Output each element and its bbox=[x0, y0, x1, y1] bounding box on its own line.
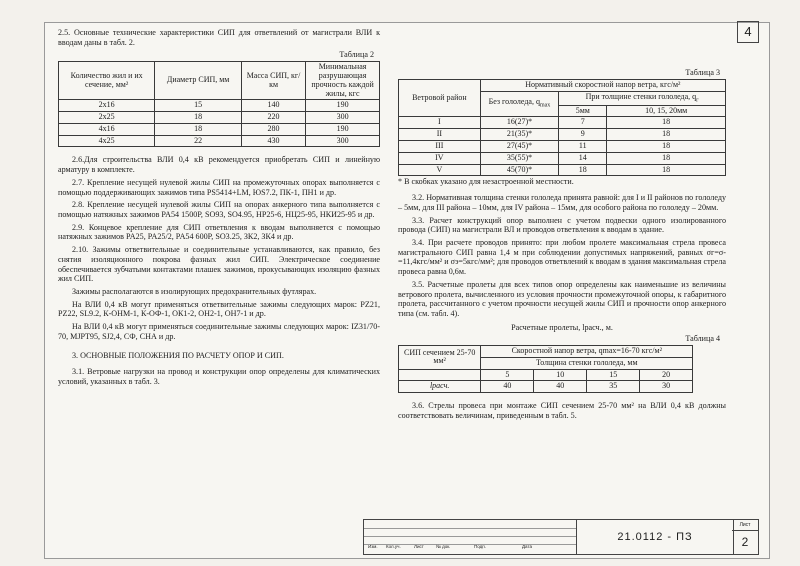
table-cell: 220 bbox=[241, 112, 305, 124]
table-cell: 430 bbox=[241, 135, 305, 147]
table-3-header-no-ice-sub: max bbox=[539, 102, 551, 109]
paragraph-3-3: 3.3. Расчет конструкций опор выполнен с учетом подвески одного изолированного провода (СИП) на магистрали ВЛ и проводов ответвления к вводам в здание. bbox=[398, 215, 726, 235]
table-cell: 40 bbox=[481, 381, 534, 393]
table-cell: 45(70)* bbox=[480, 164, 558, 176]
table-row bbox=[59, 112, 380, 124]
table-3-header-wind: Нормативный скоростной напор ветра, кгс/м² bbox=[480, 79, 725, 91]
document-code: 21.0112 - ПЗ bbox=[576, 520, 734, 554]
paragraph-2-8: 2.8. Крепление несущей нулевой жилы СИП на опорах анкерного типа выполняется с помощью натяжных зажимов PA54 1500P, SO93, SO4.95, HP25-6, НЦ25-95, НКИ25-95 и др. bbox=[58, 200, 380, 219]
table-cell: 4x16 bbox=[59, 123, 155, 135]
table-3-caption: Таблица 3 bbox=[685, 68, 720, 77]
paragraph-3-1: 3.1. Ветровые нагрузки на провод и конструкции опор определены для климатических условий, указанных в табл. 3. bbox=[58, 367, 380, 386]
table-row bbox=[399, 129, 726, 141]
table-cell: 18 bbox=[607, 129, 726, 141]
table-cell: 18 bbox=[607, 152, 726, 164]
table-2 bbox=[58, 61, 380, 147]
paragraph-2-10: 2.10. Зажимы ответвительные и соединительные устанавливаются, как правило, без снятия изоляционного покрова фазных жил СИП. Электрическое соединение обеспечивается зубчатыми контактами плашек зажимов, прокусывающих изоляцию фазных жил СИП. bbox=[58, 245, 380, 284]
table-3-header-ice-sub: г bbox=[696, 97, 699, 104]
page-number-top: 4 bbox=[737, 21, 759, 43]
table-4-header-ice: Толщина стенки гололеда, мм bbox=[481, 357, 693, 369]
table-cell: 20 bbox=[640, 369, 693, 381]
table-2-header-cell: Минимальная разрушающая прочность каждой жилы, кгс bbox=[306, 62, 380, 100]
table-cell: 14 bbox=[559, 152, 607, 164]
table-3-note: * В скобках указано для незастроенной местности. bbox=[398, 177, 574, 187]
paragraph-3-4: 3.4. При расчете проводов принято: при любом пролете максимальная стрела провеса магистрального СИП равна 1,4 м при соблюдении допустимых напряжений, равных σг=σ-=11,4кгс/мм² и σэ=5кгс/мм²; для проводов ответвлений к вводам в здания максимальная стрела провеса равна 0,6м. bbox=[398, 237, 726, 277]
paragraph-2-10-joint-clamps: На ВЛИ 0,4 кВ могут применяться соединительные зажимы следующих марок: IZ31/70-70, MJPT95, SJ2,4, СФ, СНА и др. bbox=[58, 322, 380, 341]
table-4-caption: Таблица 4 bbox=[685, 334, 720, 344]
stamp-sheet-number: 2 bbox=[741, 535, 749, 549]
table-cell: 300 bbox=[306, 135, 380, 147]
table-row bbox=[399, 164, 726, 176]
table-cell: 18 bbox=[559, 164, 607, 176]
table-cell: 35(55)* bbox=[480, 152, 558, 164]
stamp-sheet-box bbox=[732, 520, 758, 554]
stamp-sheet-label: Лист bbox=[732, 520, 758, 531]
table-4-header-sip: СИП сечением 25-70 мм² bbox=[399, 346, 481, 370]
stamp-header-podp: Подп. bbox=[474, 544, 486, 549]
paragraph-2-9: 2.9. Концевое крепление для СИП ответвления к вводам выполняется с помощью натяжных зажимов PA25, PA25/2, PA54 600P, SO3.25, ЗК2, ЗК4 и др. bbox=[58, 222, 380, 242]
table-cell: 4x25 bbox=[59, 135, 155, 147]
table-3-header-no-ice bbox=[480, 91, 558, 117]
table-cell: 190 bbox=[306, 100, 380, 112]
table-cell: 40 bbox=[534, 381, 587, 393]
paragraph-2-5: 2.5. Основные технические характеристики СИП для ответвлений от магистрали ВЛИ к вводам даны в табл. 2. bbox=[58, 28, 380, 47]
table-cell: 190 bbox=[306, 123, 380, 135]
paragraph-2-7: 2.7. Крепление несущей нулевой жилы СИП на промежуточных опорах выполняется с помощью поддерживающих зажимов типа PS5414+LM, ЮS7.2, ПК-1, ПН1 и др. bbox=[58, 177, 380, 197]
table-cell: IV bbox=[399, 152, 481, 164]
table-4 bbox=[398, 345, 693, 393]
section-3-heading: 3. ОСНОВНЫЕ ПОЛОЖЕНИЯ ПО РАСЧЕТУ ОПОР И СИП. bbox=[72, 351, 284, 361]
left-column bbox=[58, 28, 380, 390]
paragraph-3-5: 3.5. Расчетные пролеты для всех типов опор определены как наименьшие из величины ветрового пролета, вычисленного из условия прочности промежуточной опоры, к габаритного пролета, рассчитанного с учетом прочности несущей жилы СИП и прочности опор анкерного типа (см. табл. 4). bbox=[398, 279, 726, 318]
table-cell: 2x16 bbox=[59, 100, 155, 112]
table-4-title: Расчетные пролеты, lрасч., м. bbox=[511, 322, 613, 332]
table-cell: 22 bbox=[155, 135, 242, 147]
table-cell: 140 bbox=[241, 100, 305, 112]
paragraph-2-10-branch-clamps: На ВЛИ 0,4 кВ могут применяться ответвительные зажимы следующих марок: PZ21, PZ22, SL9.2, К-ОНМ-1, К-ОФ-1, ОК1-2, ОН2-1, ОН7-1 и др. bbox=[58, 299, 380, 319]
table-cell: 21(35)* bbox=[480, 129, 558, 141]
table-cell: 5 bbox=[481, 369, 534, 381]
table-cell: III bbox=[399, 141, 481, 153]
table-row bbox=[399, 117, 726, 129]
table-3-header-ice-text: При толщине стенки гололеда, q bbox=[585, 91, 697, 101]
table-cell: 18 bbox=[155, 112, 242, 124]
stamp-header-list: Лист bbox=[414, 544, 424, 549]
paragraph-3-6: 3.6. Стрелы провеса при монтаже СИП сечением 25-70 мм² на ВЛИ 0,4 кВ должны соответствовать величинам, приведенным в табл. 5. bbox=[398, 401, 726, 420]
table-cell: 27(45)* bbox=[480, 141, 558, 153]
table-cell bbox=[399, 369, 481, 381]
table-cell: 18 bbox=[607, 164, 726, 176]
table-cell: 15 bbox=[155, 100, 242, 112]
table-3-header-10-20mm: 10, 15, 20мм bbox=[607, 105, 726, 117]
table-row bbox=[59, 100, 380, 112]
table-row bbox=[59, 123, 380, 135]
table-cell: V bbox=[399, 164, 481, 176]
table-cell: lрасч. bbox=[399, 381, 481, 393]
table-3-header-ice bbox=[559, 91, 726, 105]
table-3-header-no-ice-text: Без гололеда, q bbox=[488, 97, 540, 107]
table-cell: 300 bbox=[306, 112, 380, 124]
table-3-header-5mm: 5мм bbox=[559, 105, 607, 117]
table-4-values-row bbox=[399, 381, 693, 393]
paragraph-2-10-footnote: Зажимы располагаются в изолирующих предохранительных футлярах. bbox=[72, 286, 317, 296]
table-cell: 18 bbox=[607, 141, 726, 153]
table-2-header-cell: Количество жил и их сечение, мм² bbox=[59, 62, 155, 100]
table-row bbox=[399, 152, 726, 164]
table-4-thickness-row bbox=[399, 369, 693, 381]
table-cell: II bbox=[399, 129, 481, 141]
stamp-grid bbox=[364, 520, 576, 554]
table-3-header-row-1 bbox=[399, 79, 726, 91]
table-cell: 16(27)* bbox=[480, 117, 558, 129]
table-4-header-wind: Скоростной напор ветра, qmax=16-70 кгс/м² bbox=[481, 346, 693, 358]
table-cell: 9 bbox=[559, 129, 607, 141]
table-cell: 11 bbox=[559, 141, 607, 153]
table-cell: 2x25 bbox=[59, 112, 155, 124]
table-cell: 30 bbox=[640, 381, 693, 393]
table-2-header-cell: Диаметр СИП, мм bbox=[155, 62, 242, 100]
table-2-header bbox=[59, 62, 380, 100]
stamp-header-doc: № док. bbox=[436, 544, 451, 549]
paragraph-2-6: 2.6.Для строительства ВЛИ 0,4 кВ рекомендуется приобретать СИП и линейную арматуру в комплекте. bbox=[58, 155, 380, 175]
table-2-header-cell: Масса СИП, кг/км bbox=[241, 62, 305, 100]
title-block-stamp bbox=[363, 519, 759, 555]
table-3-header-region: Ветровой район bbox=[399, 79, 481, 117]
stamp-header-kol: Кол.уч. bbox=[386, 544, 401, 549]
table-row bbox=[399, 141, 726, 153]
table-cell: 18 bbox=[155, 123, 242, 135]
right-column bbox=[398, 66, 726, 424]
table-cell: I bbox=[399, 117, 481, 129]
table-cell: 35 bbox=[587, 381, 640, 393]
stamp-header-izm: Изм. bbox=[368, 544, 378, 549]
paragraph-3-2: 3.2. Нормативная толщина стенки гололеда принята равной: для I и II районов по гололеду – 5мм, для III района – 10мм, для IV района – 15мм, для особого района по гололеду – 20мм. bbox=[398, 193, 726, 212]
table-2-caption: Таблица 2 bbox=[339, 50, 374, 60]
table-cell: 15 bbox=[587, 369, 640, 381]
table-cell: 7 bbox=[559, 117, 607, 129]
table-4-header-row-1 bbox=[399, 346, 693, 358]
stamp-header-data: Дата bbox=[522, 544, 532, 549]
table-cell: 280 bbox=[241, 123, 305, 135]
table-3 bbox=[398, 79, 726, 177]
table-row bbox=[59, 135, 380, 147]
table-cell: 18 bbox=[607, 117, 726, 129]
table-cell: 10 bbox=[534, 369, 587, 381]
